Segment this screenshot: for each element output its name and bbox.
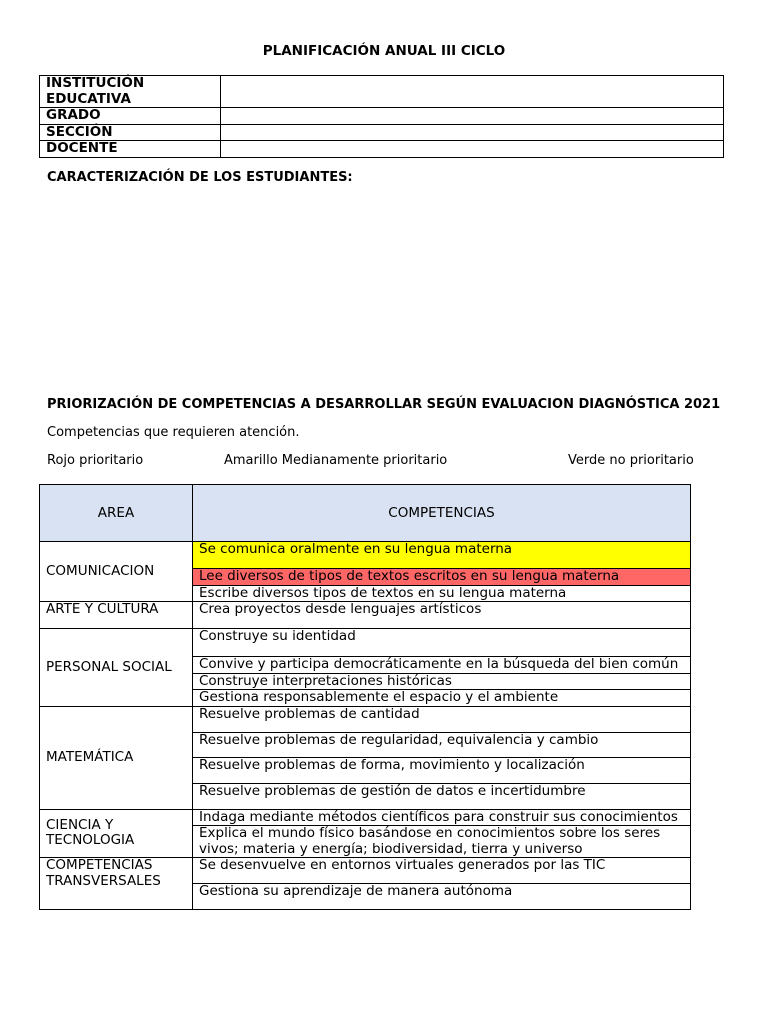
document-title: PLANIFICACIÓN ANUAL III CICLO <box>262 43 506 59</box>
legend-red: Rojo prioritario <box>47 453 144 468</box>
header-competencias: COMPETENCIAS <box>193 485 691 542</box>
competency-cell: Indaga mediante métodos científicos para construir sus conocimientos <box>193 809 691 826</box>
info-row <box>40 76 724 108</box>
legend-yellow: Amarillo Medianamente prioritario <box>224 453 448 468</box>
info-label-seccion: SECCIÓN <box>40 124 221 141</box>
competency-cell: Explica el mundo físico basándose en conocimientos sobre los seres vivos; materia y energía; biodiversidad, tierra y universo <box>193 826 691 858</box>
competency-cell: Se desenvuelve en entornos virtuales generados por las TIC <box>193 858 691 884</box>
table-row <box>40 858 691 884</box>
table-header-row <box>40 485 691 542</box>
table-row <box>40 706 691 732</box>
prioritization-heading: PRIORIZACIÓN DE COMPETENCIAS A DESARROLLAR SEGÚN EVALUACION DIAGNÓSTICA 2021 <box>47 397 721 412</box>
competencies-table <box>39 484 691 910</box>
info-row <box>40 124 724 141</box>
info-row <box>40 108 724 125</box>
area-arte-cultura: ARTE Y CULTURA <box>40 602 193 629</box>
legend-green: Verde no prioritario <box>568 453 694 468</box>
table-row <box>40 602 691 629</box>
info-label-grado: GRADO <box>40 108 221 125</box>
info-row <box>40 141 724 158</box>
competency-cell: Construye su identidad <box>193 629 691 657</box>
competency-cell: Crea proyectos desde lenguajes artísticos <box>193 602 691 629</box>
area-ciencia-tecnologia: CIENCIA Y TECNOLOGIA <box>40 809 193 858</box>
info-label-docente: DOCENTE <box>40 141 221 158</box>
area-matematica: MATEMÁTICA <box>40 706 193 809</box>
competency-cell: Escribe diversos tipos de textos en su lengua materna <box>193 585 691 602</box>
competency-cell: Se comunica oralmente en su lengua materna <box>193 542 691 569</box>
attention-text: Competencias que requieren atención. <box>47 425 300 440</box>
competency-cell: Lee diversos de tipos de textos escritos en su lengua materna <box>193 569 691 586</box>
competency-cell: Resuelve problemas de regularidad, equivalencia y cambio <box>193 732 691 757</box>
header-area: AREA <box>40 485 193 542</box>
info-value-institucion <box>221 76 724 108</box>
competency-cell: Resuelve problemas de cantidad <box>193 706 691 732</box>
info-value-seccion <box>221 124 724 141</box>
competency-cell: Gestiona su aprendizaje de manera autónoma <box>193 884 691 910</box>
competency-cell: Convive y participa democráticamente en la búsqueda del bien común <box>193 657 691 674</box>
table-row <box>40 629 691 657</box>
characterization-heading: CARACTERIZACIÓN DE LOS ESTUDIANTES: <box>47 170 353 185</box>
info-value-grado <box>221 108 724 125</box>
area-competencias-transversales: COMPETENCIAS TRANSVERSALES <box>40 858 193 910</box>
table-row <box>40 809 691 826</box>
info-value-docente <box>221 141 724 158</box>
competency-cell: Construye interpretaciones históricas <box>193 673 691 690</box>
info-label-institucion: INSTITUCIÓN EDUCATIVA <box>40 76 221 108</box>
competency-cell: Resuelve problemas de forma, movimiento y localización <box>193 757 691 783</box>
competency-cell: Resuelve problemas de gestión de datos e incertidumbre <box>193 783 691 809</box>
info-table <box>39 75 724 158</box>
area-personal-social: PERSONAL SOCIAL <box>40 629 193 707</box>
area-comunicacion: COMUNICACION <box>40 542 193 602</box>
table-row <box>40 542 691 569</box>
competency-cell: Gestiona responsablemente el espacio y el ambiente <box>193 690 691 707</box>
